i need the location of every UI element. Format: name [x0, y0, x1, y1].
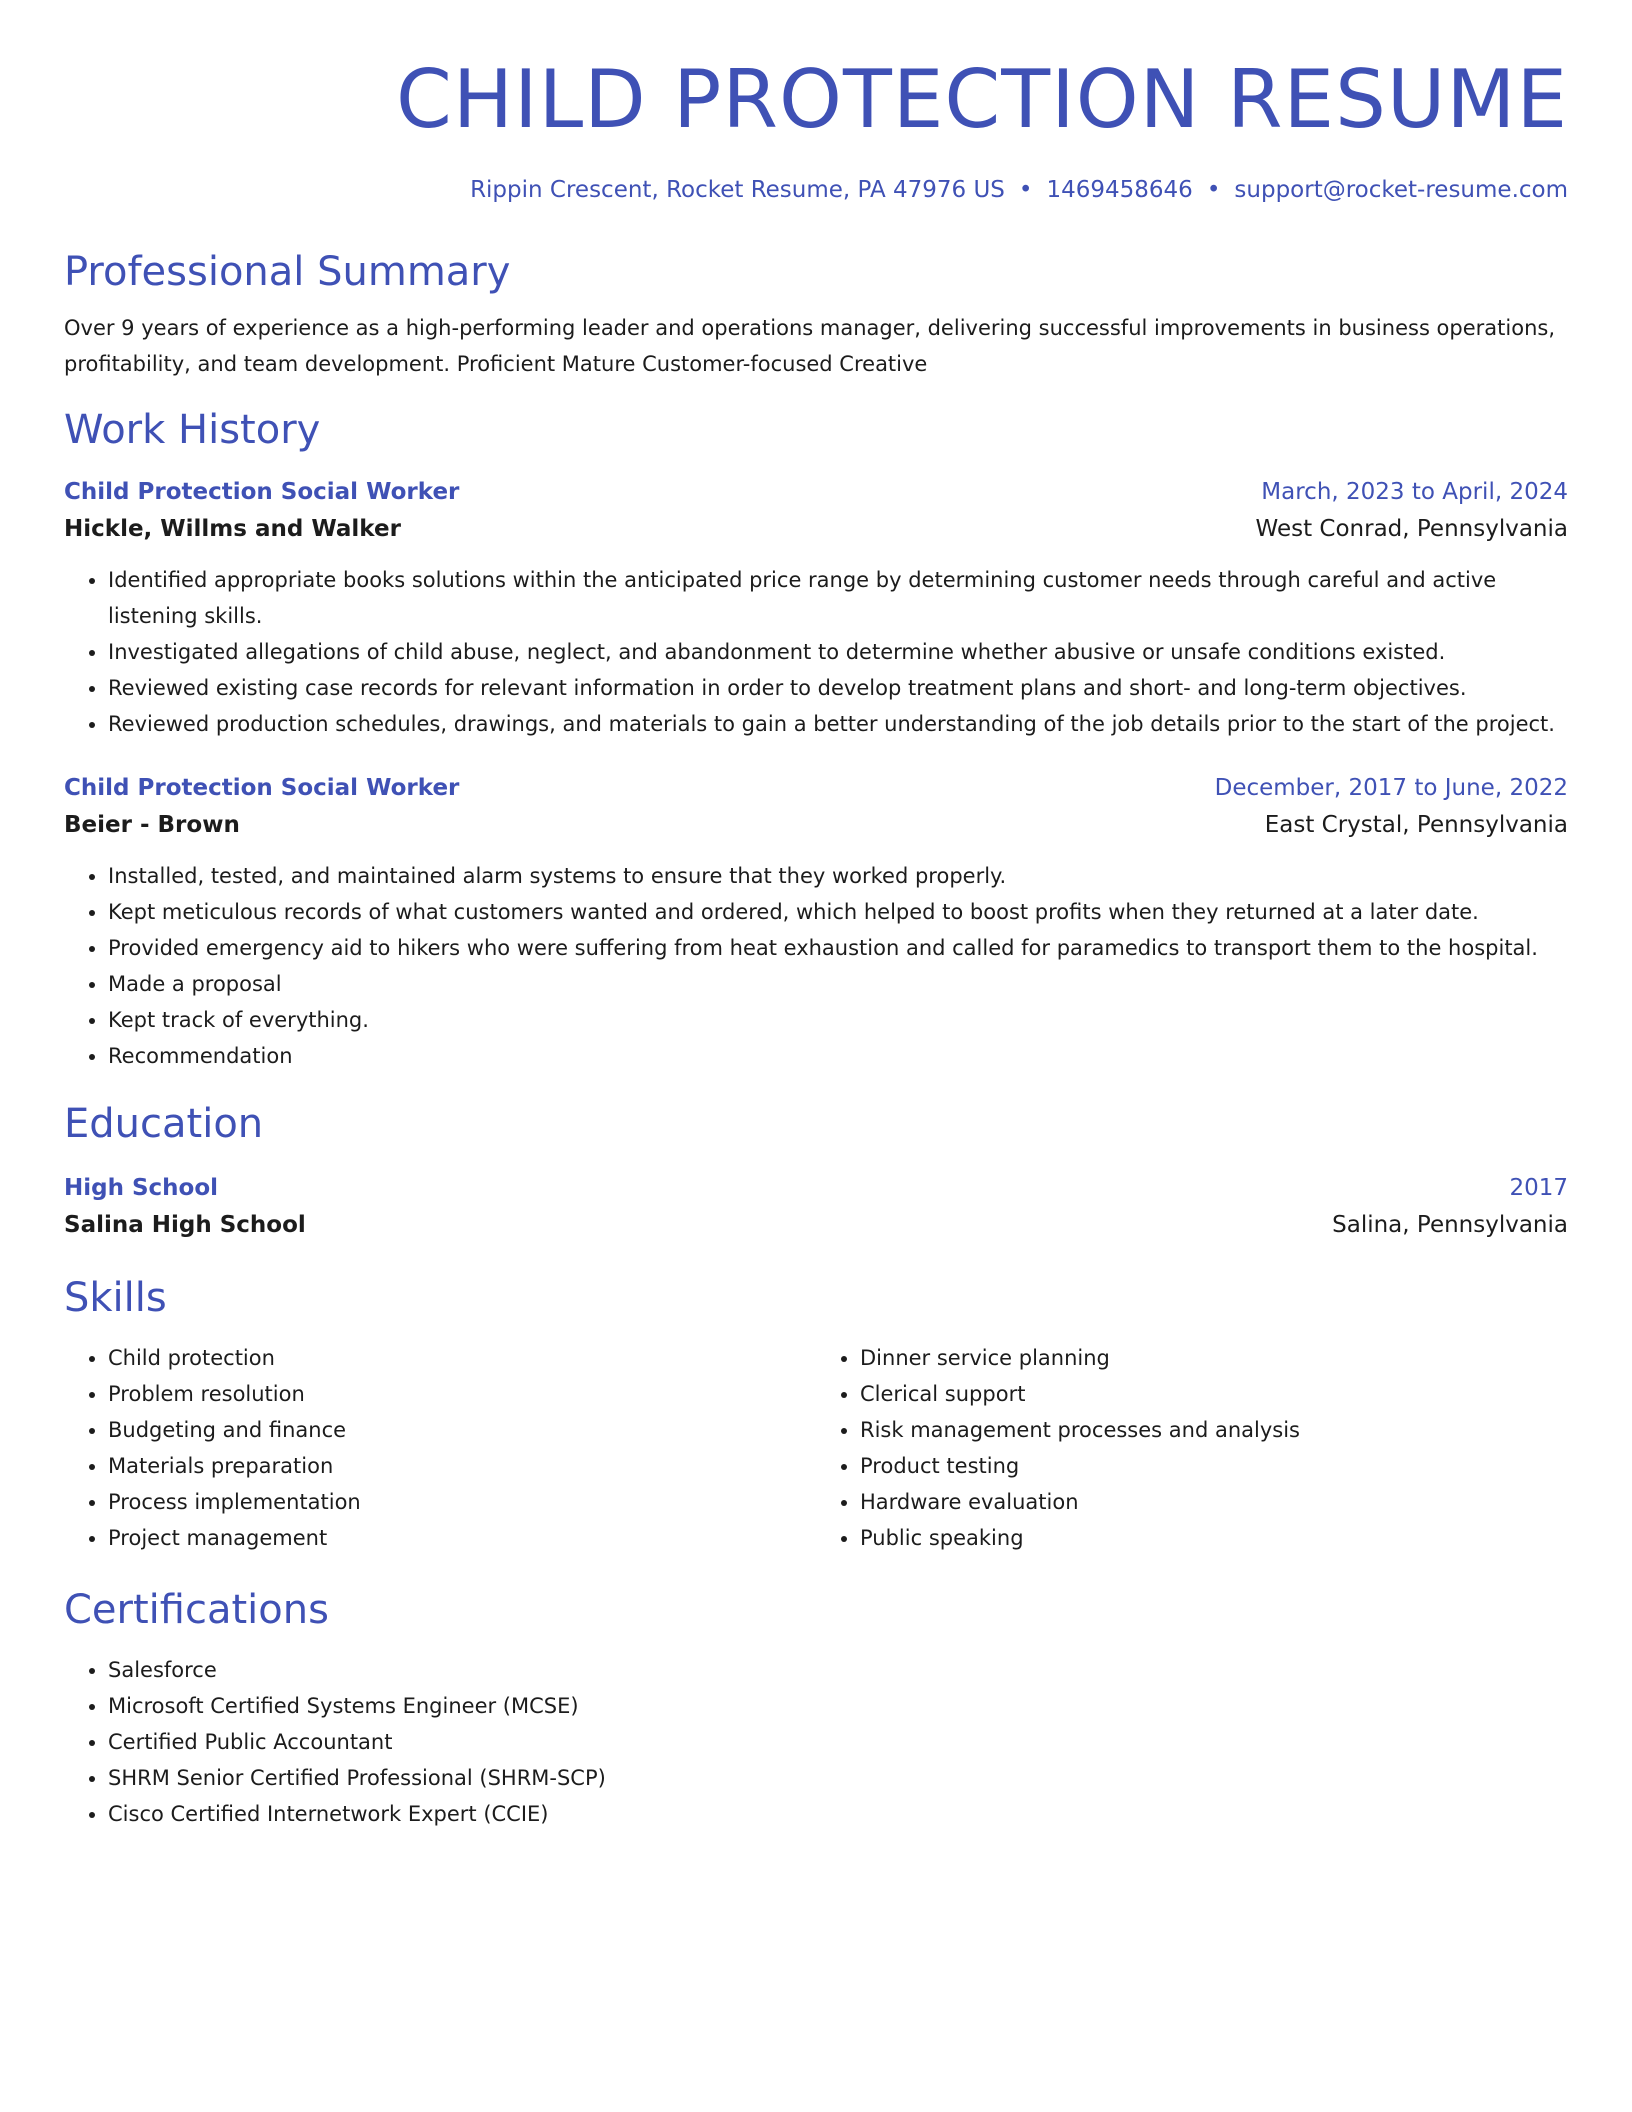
- skill-item: • Risk management processes and analysis: [860, 1412, 1568, 1448]
- job-location: East Crystal, Pennsylvania: [1264, 812, 1568, 838]
- contact-line: [64, 174, 1568, 206]
- skill-item: • Public speaking: [860, 1520, 1568, 1556]
- job-bullet: • Recommendation: [108, 1038, 1568, 1074]
- skills-left-list: [64, 1340, 816, 1556]
- contact-separator: •: [1206, 177, 1221, 203]
- job-dates: March, 2023 to April, 2024: [1261, 479, 1568, 505]
- contact-separator: •: [1018, 177, 1033, 203]
- job-bullet: • Kept track of everything.: [108, 1002, 1568, 1038]
- education-header-row: [64, 1170, 1568, 1206]
- skill-item: • Materials preparation: [108, 1448, 816, 1484]
- education-heading: Education: [64, 1101, 264, 1147]
- contact-email[interactable]: support@rocket-resume.com: [1234, 177, 1568, 203]
- summary-heading: Professional Summary: [64, 249, 511, 295]
- summary-text: Over 9 years of experience as a high-performing leader and operations manager, delivering successful improvements in business operations, profitability, and team development. Proficient Mature Customer-focused Creative: [64, 316, 1555, 376]
- job-bullet: • Reviewed existing case records for relevant information in order to develop treatment plans and short- and long-term objectives.: [108, 670, 1568, 706]
- skill-item: • Project management: [108, 1520, 816, 1556]
- certification-item: • Microsoft Certified Systems Engineer (MCSE): [108, 1688, 1568, 1724]
- certification-item: • Certified Public Accountant: [108, 1724, 1568, 1760]
- job-title: Child Protection Social Worker: [64, 479, 460, 505]
- education-school: Salina High School: [64, 1212, 306, 1238]
- certifications-list: [64, 1652, 1568, 1832]
- job-title: Child Protection Social Worker: [64, 775, 460, 801]
- skill-item: • Problem resolution: [108, 1376, 816, 1412]
- education-school-row: [64, 1206, 1568, 1244]
- education-location: Salina, Pennsylvania: [1332, 1212, 1568, 1238]
- skill-item: • Dinner service planning: [860, 1340, 1568, 1376]
- certifications-heading: Certifications: [64, 1587, 329, 1633]
- education-degree: High School: [64, 1175, 219, 1201]
- job-entry: [64, 770, 1568, 1074]
- job-company: Beier - Brown: [64, 812, 240, 838]
- job-location: West Conrad, Pennsylvania: [1255, 516, 1568, 542]
- job-bullet: • Kept meticulous records of what customers wanted and ordered, which helped to boost profits when they returned at a later date.: [108, 894, 1568, 930]
- job-header-row: [64, 474, 1568, 510]
- skill-item: • Process implementation: [108, 1484, 816, 1520]
- skills-columns: [64, 1340, 1568, 1556]
- education-entry: [64, 1170, 1568, 1244]
- resume-content: [64, 0, 1568, 1832]
- certification-item: • SHRM Senior Certified Professional (SHRM-SCP): [108, 1760, 1568, 1796]
- skill-item: • Hardware evaluation: [860, 1484, 1568, 1520]
- job-bullet: • Investigated allegations of child abuse, neglect, and abandonment to determine whether abusive or unsafe conditions existed.: [108, 634, 1568, 670]
- skills-heading: Skills: [64, 1275, 167, 1321]
- job-company-row: [64, 806, 1568, 844]
- job-entry: [64, 474, 1568, 742]
- skill-item: • Child protection: [108, 1340, 816, 1376]
- job-bullets: [64, 858, 1568, 1074]
- skills-right-list: [816, 1340, 1568, 1556]
- job-header-row: [64, 770, 1568, 806]
- job-bullet: • Made a proposal: [108, 966, 1568, 1002]
- skill-item: • Clerical support: [860, 1376, 1568, 1412]
- job-company: Hickle, Willms and Walker: [64, 516, 401, 542]
- contact-address: Rippin Crescent, Rocket Resume, PA 47976 US: [470, 177, 1005, 203]
- resume-title: CHILD PROTECTION RESUME: [395, 53, 1568, 146]
- skill-item: • Product testing: [860, 1448, 1568, 1484]
- work-history-heading: Work History: [64, 407, 321, 453]
- skill-item: • Budgeting and finance: [108, 1412, 816, 1448]
- education-year: 2017: [1509, 1175, 1568, 1201]
- job-bullet: • Reviewed production schedules, drawings, and materials to gain a better understanding of the job details prior to the start of the project.: [108, 706, 1568, 742]
- job-bullet: • Provided emergency aid to hikers who were suffering from heat exhaustion and called for paramedics to transport them to the hospital.: [108, 930, 1568, 966]
- job-bullet: • Installed, tested, and maintained alarm systems to ensure that they worked properly.: [108, 858, 1568, 894]
- contact-phone: 1469458646: [1046, 177, 1193, 203]
- certification-item: • Cisco Certified Internetwork Expert (CCIE): [108, 1796, 1568, 1832]
- job-dates: December, 2017 to June, 2022: [1214, 775, 1568, 801]
- job-bullets: [64, 562, 1568, 742]
- job-bullet: • Identified appropriate books solutions within the anticipated price range by determining customer needs through careful and active listening skills.: [108, 562, 1568, 634]
- job-company-row: [64, 510, 1568, 548]
- certification-item: • Salesforce: [108, 1652, 1568, 1688]
